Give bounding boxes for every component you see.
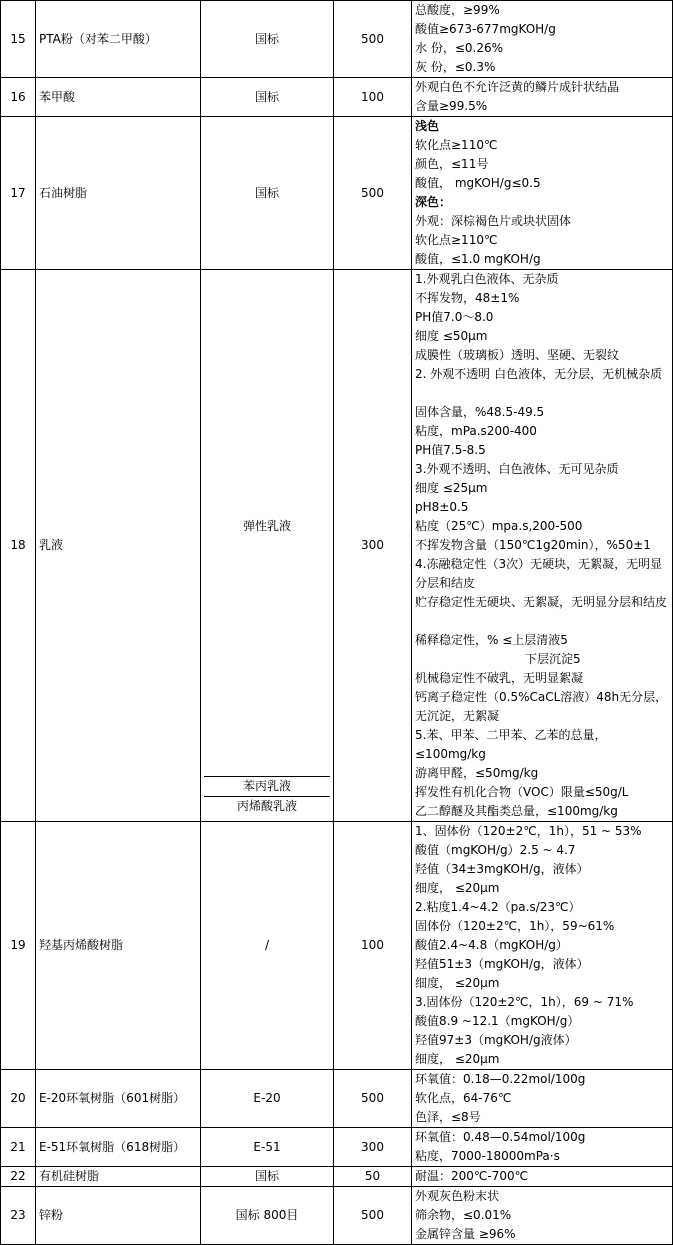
requirement-line: 酸值8.9 ~12.1（mgKOH/g） [415, 1014, 580, 1028]
requirements [412, 1070, 673, 1128]
requirement-line: 酸值，≤1.0 mgKOH/g [415, 252, 541, 266]
requirement-line: 成膜性（玻璃板）透明、坚硬、无裂纹 [415, 348, 620, 362]
quantity: 100 [334, 78, 412, 117]
requirement-line: 羟值（34±3mgKOH/g，液体） [415, 862, 589, 876]
requirement-line: 2. 外观不透明 白色液体，无分层，无机械杂质 [415, 367, 663, 381]
sub-standard: 丙烯酸乳液 [236, 798, 297, 813]
requirement-line: 总酸度，≥99% [415, 3, 500, 17]
material-name: 苯甲酸 [36, 78, 201, 117]
standard: E-51 [201, 1128, 334, 1167]
requirement-line: 金属锌含量 ≥96% [415, 1227, 516, 1241]
quantity: 100 [334, 822, 412, 1070]
requirement-line: 不挥发物含量（150℃1g20min），%50±1 [415, 538, 651, 552]
requirement-line: 钙离子稳定性（0.5%CaCL溶液）48h无分层，无沉淀，无絮凝 [415, 690, 668, 723]
requirement-line: 3.外观不透明、白色液体、无可见杂质 [415, 462, 619, 476]
requirement-line: 游离甲醛，≤50mg/kg [415, 766, 539, 780]
requirement-line: 5.苯、甲苯、二甲苯、乙苯的总量，≤100mg/kg [415, 728, 607, 761]
quantity: 500 [334, 1, 412, 78]
requirement-line: 固体含量，%48.5-49.5 [415, 405, 545, 419]
material-name: E-51环氧树脂（618树脂） [36, 1128, 201, 1167]
requirement-line: 灰 份，≤0.3% [415, 60, 496, 74]
requirement-heading: 浅色 [415, 119, 440, 133]
requirement-line: 软化点≥110℃ [415, 233, 498, 247]
requirement-line: 软化点≥110℃ [415, 138, 498, 152]
requirement-line: 环氧值：0.48—0.54mol/100g [415, 1130, 586, 1144]
sub-standard: 苯丙乳液 [204, 777, 330, 797]
standard: 国标 [201, 1167, 334, 1187]
table-row [1, 1070, 673, 1128]
requirement-line: 环氧值：0.18—0.22mol/100g [415, 1072, 586, 1086]
table-row [1, 1167, 673, 1187]
requirement-line: 细度， ≤20μm [415, 976, 500, 990]
requirement-line: 酸值2.4~4.8（mgKOH/g） [415, 938, 568, 952]
standard: 国标 [201, 117, 334, 270]
quantity: 300 [334, 1128, 412, 1167]
requirement-line: 乙二醇醚及其酯类总量，≤100mg/kg [415, 804, 618, 818]
requirements [412, 117, 673, 270]
requirement-line: 2.粘度1.4~4.2（pa.s/23℃） [415, 900, 581, 914]
material-name: 锌粉 [36, 1187, 201, 1245]
requirement-line: 羟值51±3（mgKOH/g，液体） [415, 957, 589, 971]
requirement-line: 稀释稳定性，% ≤上层清液5 [415, 633, 568, 647]
requirement-line: 酸值， mgKOH/g≤0.5 [415, 176, 541, 190]
row-number: 22 [1, 1167, 36, 1187]
table-row [1, 1187, 673, 1245]
requirement-line: 酸值≥673-677mgKOH/g [415, 22, 556, 36]
sub-standard: 弹性乳液 [204, 276, 330, 777]
requirement-line: 水 份，≤0.26% [415, 41, 503, 55]
requirement-line: 色泽，≤8号 [415, 1110, 481, 1124]
standard-subcells [201, 270, 334, 822]
standard: 国标 800目 [201, 1187, 334, 1245]
row-number: 17 [1, 117, 36, 270]
requirement-line: 酸值（mgKOH/g）2.5 ~ 4.7 [415, 843, 576, 857]
requirement-line: 下层沉淀5 [525, 652, 581, 666]
requirement-line: 机械稳定性不破乳，无明显絮凝 [415, 671, 584, 685]
row-number: 18 [1, 270, 36, 822]
requirement-line: 羟值97±3（mgKOH/g液体） [415, 1033, 577, 1047]
standard: E-20 [201, 1070, 334, 1128]
table-row [1, 1128, 673, 1167]
requirement-line: 细度 ≤25μm [415, 481, 488, 495]
quantity: 50 [334, 1167, 412, 1187]
row-number: 15 [1, 1, 36, 78]
requirement-line: 细度， ≤20μm [415, 881, 500, 895]
requirement-line: 4.冻融稳定性（3次）无硬块，无絮凝，无明显分层和结皮 [415, 557, 663, 590]
requirement-line: 1.外观乳白色液体、无杂质 [415, 272, 559, 286]
requirement-line: 颜色，≤11号 [415, 157, 489, 171]
requirements [412, 1, 673, 78]
requirement-line: PH值7.5-8.5 [415, 443, 486, 457]
requirements [412, 1167, 673, 1187]
requirement-line: 贮存稳定性无硬块、无絮凝，无明显分层和结皮 [415, 595, 668, 609]
quantity: 500 [334, 117, 412, 270]
requirements [412, 270, 673, 822]
requirement-line: 外观白色不允许泛黄的鳞片成针状结晶 [415, 80, 620, 94]
requirements [412, 1128, 673, 1167]
table-row [1, 822, 673, 1070]
requirement-line: pH8±0.5 [415, 500, 469, 514]
quantity: 300 [334, 270, 412, 822]
material-name: E-20环氧树脂（601树脂） [36, 1070, 201, 1128]
requirements [412, 78, 673, 117]
row-number: 20 [1, 1070, 36, 1128]
requirements [412, 1187, 673, 1245]
table-row [1, 78, 673, 117]
requirement-line: 粘度，mPa.s200-400 [415, 424, 537, 438]
requirement-line: 粘度，7000-18000mPa·s [415, 1149, 560, 1163]
requirement-heading: 深色： [415, 195, 452, 209]
requirement-line: 粘度（25℃）mpa.s,200-500 [415, 519, 583, 533]
material-name: 羟基丙烯酸树脂 [36, 822, 201, 1070]
standard: 国标 [201, 78, 334, 117]
requirement-line: 外观灰色粉末状 [415, 1189, 500, 1203]
requirement-line: 3.固体份（120±2℃，1h），69 ~ 71% [415, 995, 634, 1009]
row-number: 19 [1, 822, 36, 1070]
requirements [412, 822, 673, 1070]
requirement-line: 耐温：200℃-700℃ [415, 1169, 529, 1183]
table-row [1, 117, 673, 270]
requirement-line: 含量≥99.5% [415, 99, 488, 113]
standard: / [201, 822, 334, 1070]
row-number: 16 [1, 78, 36, 117]
requirement-line: 固体份（120±2℃，1h），59~61% [415, 919, 615, 933]
row-number: 21 [1, 1128, 36, 1167]
requirement-line: 软化点，64-76℃ [415, 1091, 512, 1105]
material-name: 乳液 [36, 270, 201, 822]
requirement-line: 不挥发物，48±1% [415, 291, 520, 305]
requirement-line: 外观：深棕褐色片或块状固体 [415, 214, 572, 228]
table-row [1, 270, 673, 822]
material-name: 有机硅树脂 [36, 1167, 201, 1187]
table-row [1, 1, 673, 78]
material-name: 石油树脂 [36, 117, 201, 270]
standard: 国标 [201, 1, 334, 78]
requirement-line: 细度， ≤20μm [415, 1052, 500, 1066]
requirement-line: 挥发性有机化合物（VOC）限量≤50g/L [415, 785, 629, 799]
material-name: PTA粉（对苯二甲酸） [36, 1, 201, 78]
quantity: 500 [334, 1187, 412, 1245]
requirement-line: 细度 ≤50μm [415, 329, 488, 343]
requirement-line: PH值7.0～8.0 [415, 310, 494, 324]
requirement-line: 1、固体份（120±2℃，1h），51 ~ 53% [415, 824, 642, 838]
quantity: 500 [334, 1070, 412, 1128]
row-number: 23 [1, 1187, 36, 1245]
requirement-line: 筛余物，≤0.01% [415, 1208, 512, 1222]
